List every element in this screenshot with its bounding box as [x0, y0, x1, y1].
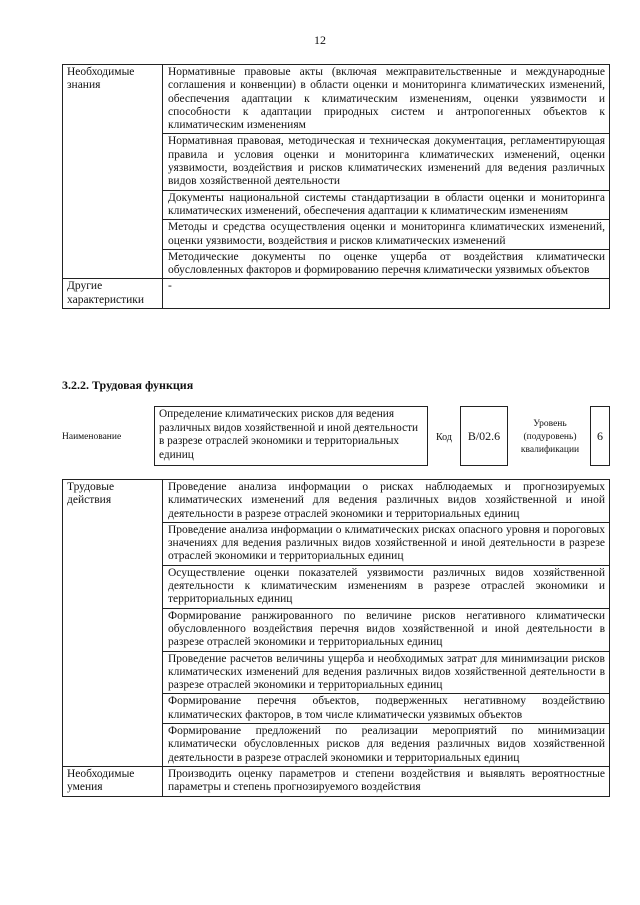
row-label-actions: Трудовые действия — [63, 480, 163, 767]
code-value: B/02.6 — [460, 406, 508, 466]
level-value: 6 — [590, 406, 610, 466]
page-number: 12 — [314, 33, 326, 47]
action-item: Формирование предложений по реализации мероприятий по минимизации климатически обусловленных рисков для ведения различных видов хозяйственной деятельности в разрезе отраслей экономики и территориальных единиц — [163, 724, 610, 767]
section-heading: 3.2.2. Трудовая функция — [62, 378, 194, 392]
name-label: Наименование — [62, 432, 122, 442]
action-item: Проведение анализа информации о климатических рисках опасного уровня и пороговых значениях для ведения различных видов хозяйственной и иной деятельности в разрезе отраслей экономики и территориальных единиц — [163, 522, 610, 565]
actions-table — [62, 479, 610, 797]
other-characteristics-value: - — [163, 279, 610, 309]
function-header — [62, 406, 610, 468]
row-label-other: Другие характеристики — [63, 279, 163, 309]
action-item: Проведение анализа информации о рисках наблюдаемых и прогнозируемых климатических изменений для ведения различных видов хозяйственной и иной деятельности в разрезе отраслей экономики и территориальных единиц — [163, 480, 610, 523]
action-item: Осуществление оценки показателей уязвимости различных видов хозяйственной деятельности к климатическим изменениям в разрезе отраслей экономики и территориальных единиц — [163, 565, 610, 608]
knowledge-item: Методы и средства осуществления оценки и мониторинга климатических изменений, оценки уязвимости, воздействия и рисков климатических изменений — [163, 220, 610, 250]
action-item: Проведение расчетов величины ущерба и необходимых затрат для минимизации рисков климатических изменений для ведения различных видов хозяйственной деятельности в разрезе отраслей экономики и территориальных единиц — [163, 651, 610, 694]
knowledge-item: Документы национальной системы стандартизации в области оценки и мониторинга климатических изменений, обеспечения адаптации к климатическим изменениям — [163, 190, 610, 220]
knowledge-item: Нормативная правовая, методическая и техническая документация, регламентирующая правила и условия оценки и мониторинга климатических изменений, оценки уязвимости, воздействия и рисков климатических изменений для ведения различных видов хозяйственной деятельности — [163, 134, 610, 190]
row-label-skills: Необходимые умения — [63, 766, 163, 796]
knowledge-table — [62, 64, 610, 309]
row-label-knowledge: Необходимые знания — [63, 65, 163, 279]
level-label: Уровень (подуровень) квалификации — [520, 419, 580, 455]
knowledge-item: Методические документы по оценке ущерба от воздействия климатически обусловленных факторов и формированию перечня климатически уязвимых объектов — [163, 249, 610, 279]
knowledge-item: Нормативные правовые акты (включая межправительственные и международные соглашения и конвенции) в области оценки и мониторинга климатических изменений, обеспечения адаптации к климатическим изменениям, оценки уязвимости и способности к адаптации природных систем и антропогенных объектов к климатическим изменениям — [163, 65, 610, 134]
skill-item: Производить оценку параметров и степени воздействия и выявлять вероятностные параметры и степень прогнозируемого воздействия — [163, 766, 610, 796]
action-item: Формирование перечня объектов, подверженных негативному воздействию климатических факторов, в том числе климатически уязвимых объектов — [163, 694, 610, 724]
function-name: Определение климатических рисков для ведения различных видов хозяйственной и иной деятельности в разрезе отраслей экономики и территориальных единиц — [154, 406, 428, 466]
code-label: Код — [436, 432, 452, 443]
action-item: Формирование ранжированного по величине рисков негативного климатически обусловленного воздействия перечня видов хозяйственной и иной деятельности в разрезе отраслей экономики и территориальных единиц — [163, 608, 610, 651]
